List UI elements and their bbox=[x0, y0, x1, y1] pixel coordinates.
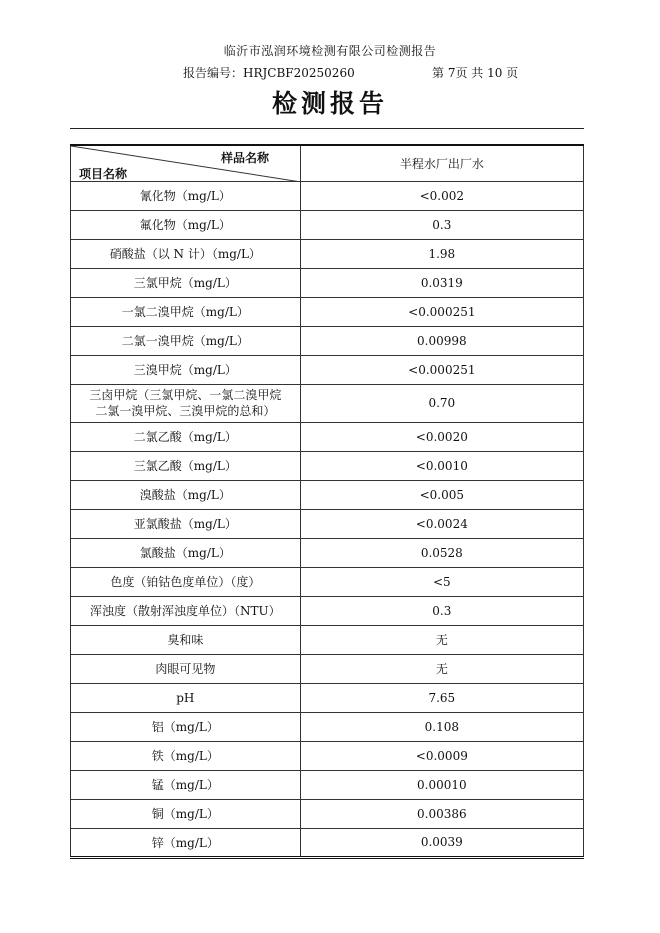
table-row bbox=[71, 828, 584, 857]
result-value-cell: 1.98 bbox=[300, 239, 583, 268]
result-value-cell: 无 bbox=[300, 625, 583, 654]
result-value-cell: 0.0039 bbox=[300, 828, 583, 857]
table-row bbox=[71, 181, 584, 210]
result-value-cell: 0.00386 bbox=[300, 799, 583, 828]
table-row bbox=[71, 741, 584, 770]
item-name-cell: 氰化物（mg/L） bbox=[71, 181, 301, 210]
table-row bbox=[71, 596, 584, 625]
result-value-cell: <0.0024 bbox=[300, 509, 583, 538]
item-name-cell: 锌（mg/L） bbox=[71, 828, 301, 857]
report-number: 报告编号：HRJCBF20250260 bbox=[183, 66, 355, 80]
item-name-cell: 三氯甲烷（mg/L） bbox=[71, 268, 301, 297]
result-value-cell: 0.3 bbox=[300, 210, 583, 239]
table-row bbox=[71, 297, 584, 326]
table-row bbox=[71, 654, 584, 683]
item-name-cell bbox=[71, 384, 301, 422]
item-name-cell: 氟化物（mg/L） bbox=[71, 210, 301, 239]
result-value-cell: 无 bbox=[300, 654, 583, 683]
result-value-cell: 7.65 bbox=[300, 683, 583, 712]
page-info: 第 7页 共 10 页 bbox=[432, 66, 519, 80]
item-name-cell: 一氯二溴甲烷（mg/L） bbox=[71, 297, 301, 326]
item-name-cell: 铁（mg/L） bbox=[71, 741, 301, 770]
item-name-cell: 三氯乙酸（mg/L） bbox=[71, 451, 301, 480]
result-value-cell: <0.002 bbox=[300, 181, 583, 210]
item-name-cell: 肉眼可见物 bbox=[71, 654, 301, 683]
item-name-cell: 铜（mg/L） bbox=[71, 799, 301, 828]
table-row bbox=[71, 268, 584, 297]
result-value-cell: <0.005 bbox=[300, 480, 583, 509]
table-row bbox=[71, 567, 584, 596]
table-row bbox=[71, 422, 584, 451]
column-sample-label: 半程水厂出厂水 bbox=[300, 145, 583, 181]
item-name-cell: 氯酸盐（mg/L） bbox=[71, 538, 301, 567]
table-body bbox=[71, 181, 584, 857]
result-value-cell: 0.00998 bbox=[300, 326, 583, 355]
table-row bbox=[71, 355, 584, 384]
item-name-cell: 色度（铂钴色度单位）（度） bbox=[71, 567, 301, 596]
table-row bbox=[71, 326, 584, 355]
item-name-cell: 亚氯酸盐（mg/L） bbox=[71, 509, 301, 538]
item-name-cell: 溴酸盐（mg/L） bbox=[71, 480, 301, 509]
report-title: 检测报告 bbox=[271, 89, 388, 118]
result-value-cell: <0.0009 bbox=[300, 741, 583, 770]
result-value-cell: 0.108 bbox=[300, 712, 583, 741]
result-value-cell: <0.000251 bbox=[300, 355, 583, 384]
item-name-cell: 硝酸盐（以 N 计）（mg/L） bbox=[71, 239, 301, 268]
table-row bbox=[71, 451, 584, 480]
item-name-cell: 臭和味 bbox=[71, 625, 301, 654]
result-value-cell: <0.000251 bbox=[300, 297, 583, 326]
table-row bbox=[71, 770, 584, 799]
result-value-cell: 0.00010 bbox=[300, 770, 583, 799]
result-value-cell: 0.3 bbox=[300, 596, 583, 625]
table-row bbox=[71, 712, 584, 741]
table-row bbox=[71, 239, 584, 268]
item-name-cell: 二氯一溴甲烷（mg/L） bbox=[71, 326, 301, 355]
table-row bbox=[71, 625, 584, 654]
table-header-row bbox=[71, 145, 584, 181]
table-row bbox=[71, 384, 584, 422]
table-row bbox=[71, 538, 584, 567]
header-item-name: 项目名称 bbox=[79, 167, 128, 181]
table-row bbox=[71, 480, 584, 509]
result-value-cell: 0.0319 bbox=[300, 268, 583, 297]
item-name-cell: 二氯乙酸（mg/L） bbox=[71, 422, 301, 451]
item-name-cell: 锰（mg/L） bbox=[71, 770, 301, 799]
table-row bbox=[71, 210, 584, 239]
table-row bbox=[71, 683, 584, 712]
diagonal-header-cell bbox=[71, 145, 301, 181]
table-row bbox=[71, 799, 584, 828]
result-value-cell: <0.0020 bbox=[300, 422, 583, 451]
results-table bbox=[70, 144, 584, 859]
table-row bbox=[71, 509, 584, 538]
header-sample-name: 样品名称 bbox=[221, 151, 270, 165]
item-name-cell: pH bbox=[71, 683, 301, 712]
item-name-line: 二氯一溴甲烷、三溴甲烷的总和） bbox=[95, 404, 276, 418]
result-value-cell: 0.70 bbox=[300, 384, 583, 422]
title-divider bbox=[70, 128, 584, 129]
item-name-cell: 铝（mg/L） bbox=[71, 712, 301, 741]
result-value-cell: <0.0010 bbox=[300, 451, 583, 480]
result-value-cell: 0.0528 bbox=[300, 538, 583, 567]
company-report-heading: 临沂市泓润环境检测有限公司检测报告 bbox=[223, 44, 437, 58]
result-value-cell: <5 bbox=[300, 567, 583, 596]
item-name-cell: 三溴甲烷（mg/L） bbox=[71, 355, 301, 384]
item-name-multiline bbox=[89, 387, 281, 419]
item-name-line: 三卤甲烷（三氯甲烷、一氯二溴甲烷 bbox=[89, 388, 282, 402]
item-name-cell: 浑浊度（散射浑浊度单位）（NTU） bbox=[71, 596, 301, 625]
